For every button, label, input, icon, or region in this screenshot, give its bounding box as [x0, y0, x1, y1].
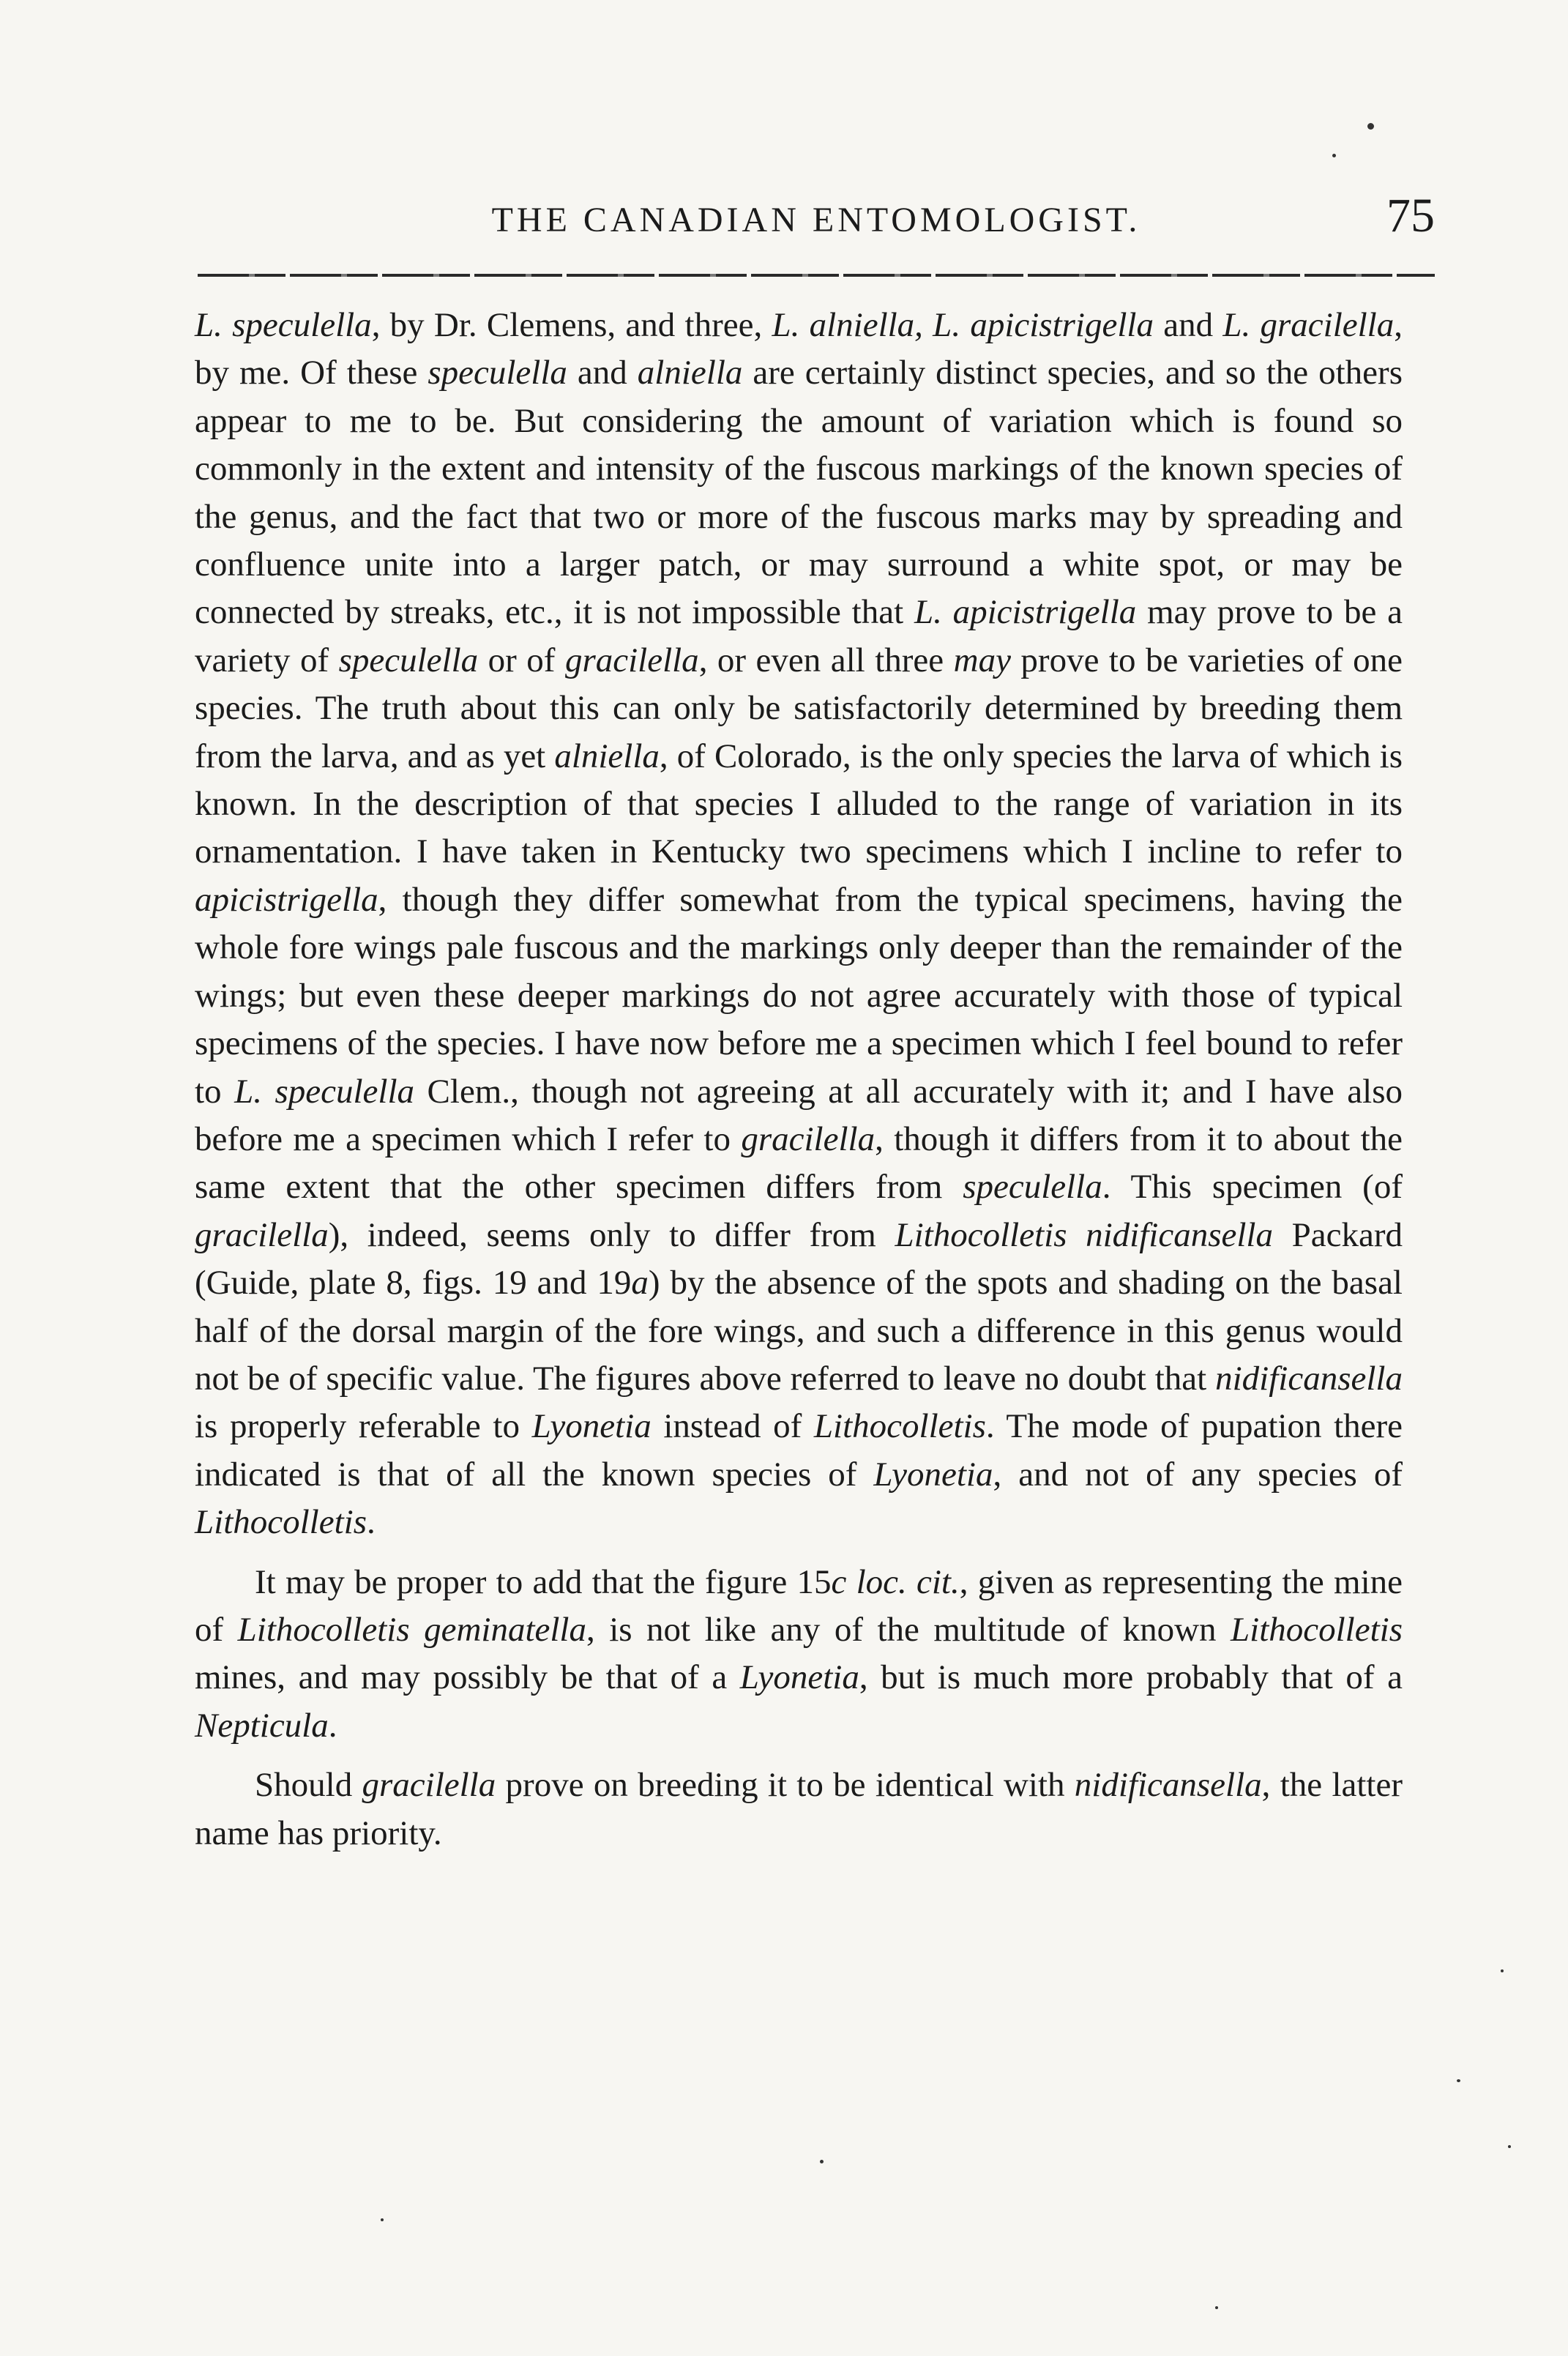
- text-run: , given as representing the mine of: [195, 1562, 1403, 1649]
- text-run: prove to be varieties of one species. The truth about this can only be satisfactorily determined by breeding them from the larva, and as yet: [195, 641, 1403, 775]
- italic-term: Nepticula: [195, 1706, 329, 1745]
- italic-term: L. apicistrigella: [914, 593, 1137, 632]
- text-run: .: [328, 1706, 337, 1745]
- text-run: , the latter name has priority.: [195, 1766, 1403, 1852]
- italic-term: Lithocolletis: [195, 1503, 367, 1542]
- header-rule: [198, 274, 1435, 277]
- italic-term: apicistrigella: [195, 880, 378, 919]
- text-run: Clem., though not agreeing at all accurately with it; and I have also before me a specimen which I refer to: [195, 1072, 1403, 1158]
- text-run: may prove to be a variety of: [195, 593, 1403, 679]
- paragraph-1: [195, 302, 1403, 1547]
- text-run: Should: [255, 1766, 362, 1805]
- italic-term: Lyonetia: [739, 1658, 859, 1697]
- text-run: , but is much more probably that of a: [859, 1658, 1403, 1697]
- scan-speck: [1457, 2079, 1460, 2082]
- italic-term: Lithocolletis geminatella: [237, 1610, 586, 1649]
- text-run: and: [567, 354, 638, 392]
- text-run: , by Dr. Clemens, and three,: [371, 306, 772, 344]
- italic-term: alniella: [554, 737, 660, 775]
- italic-term: L. speculella: [195, 306, 372, 344]
- italic-term: Lithocolletis nidificansella: [895, 1215, 1273, 1254]
- italic-term: gracilella: [195, 1215, 329, 1254]
- scan-speck: [1501, 1969, 1504, 1972]
- italic-term: nidificansella: [1074, 1766, 1262, 1805]
- italic-term: may: [953, 641, 1011, 679]
- text-run: ), indeed, seems only to differ from: [328, 1215, 895, 1254]
- text-run: , though it differs from it to about the same extent that the other specimen differs from: [195, 1119, 1403, 1207]
- italic-term: alniella: [637, 354, 743, 392]
- italic-term: a: [631, 1264, 649, 1302]
- text-run: , though they differ somewhat from the typical specimens, having the whole fore wings pale fuscous and the markings only deeper than the remainder of the wings; but even these deeper markings do not agree accurately with those of typical specimens of the species. I have now before me a specimen which I feel bound to refer to: [195, 880, 1403, 1111]
- italic-term: L. speculella: [234, 1072, 415, 1111]
- paragraph-3: [195, 1762, 1403, 1857]
- text-run: , of Colorado, is the only species the larva of which is known. In the description of that species I alluded to the range of variation in its ornamentation. I have taken in Kentucky two specimens which I incline to refer to: [195, 737, 1403, 871]
- italic-term: speculella: [338, 641, 479, 679]
- journal-title: THE CANADIAN ENTOMOLOGIST.: [491, 201, 1141, 239]
- text-run: and: [1153, 306, 1223, 344]
- text-run: is properly referable to: [195, 1407, 532, 1446]
- scan-speck: [1367, 123, 1374, 130]
- italic-term: L. gracilella: [1222, 306, 1395, 344]
- text-run: , by me. Of these: [195, 306, 1403, 392]
- text-run: It may be proper to add that the figure 15: [255, 1562, 832, 1601]
- text-run: or of: [478, 641, 565, 679]
- italic-term: nidificansella: [1215, 1359, 1403, 1398]
- text-run: mines, and may possibly be that of a: [195, 1658, 740, 1697]
- scan-speck: [1508, 2145, 1511, 2148]
- italic-term: speculella: [428, 354, 567, 392]
- text-run: ) by the absence of the spots and shading on the basal half of the dorsal margin of the fore wings, and such a difference in this genus would not be of specific value. The figures above referred to leave no doubt that: [195, 1264, 1403, 1398]
- italic-term: Lithocolletis: [813, 1407, 986, 1446]
- italic-term: Lyonetia: [531, 1407, 652, 1446]
- paragraph-2: [195, 1559, 1403, 1751]
- scan-speck: [1215, 2306, 1218, 2309]
- text-run: , or even all three: [698, 641, 954, 679]
- text-run: Packard (Guide, plate 8, figs. 19 and 19: [195, 1215, 1403, 1302]
- text-run: , is not like any of the multitude of known: [586, 1610, 1231, 1649]
- italic-term: c loc. cit.: [831, 1562, 960, 1601]
- italic-term: L. alniella, L. apicistrigella: [772, 306, 1154, 344]
- article-body: [195, 302, 1403, 1857]
- italic-term: Lyonetia: [873, 1455, 993, 1494]
- italic-term: gracilella: [741, 1119, 876, 1158]
- scan-speck: [820, 2160, 824, 2163]
- text-run: are certainly distinct species, and so the others appear to me to be. But considering the amount of variation which is found so commonly in the extent and intensity of the fuscous markings of the known species of the genus, and the fact that two or more of the fuscous marks may by spreading and confluence unite into a larger patch, or may surround a white spot, or may be connected by streaks, etc., it is not impossible that: [195, 354, 1403, 632]
- running-header: [198, 187, 1435, 253]
- italic-term: gracilella: [362, 1766, 496, 1805]
- text-run: , and not of any species of: [993, 1455, 1403, 1494]
- text-run: .: [367, 1503, 376, 1542]
- scan-speck: [1332, 154, 1336, 157]
- text-run: prove on breeding it to be identical with: [496, 1766, 1075, 1805]
- italic-term: Lithocolletis: [1231, 1610, 1403, 1649]
- italic-term: gracilella: [564, 641, 699, 679]
- text-run: . This specimen (of: [1102, 1168, 1403, 1207]
- page-number: 75: [1386, 189, 1435, 242]
- text-run: instead of: [651, 1407, 814, 1446]
- italic-term: speculella: [963, 1168, 1102, 1207]
- scan-speck: [381, 2218, 384, 2221]
- text-run: . The mode of pupation there indicated is that of all the known species of: [195, 1407, 1403, 1494]
